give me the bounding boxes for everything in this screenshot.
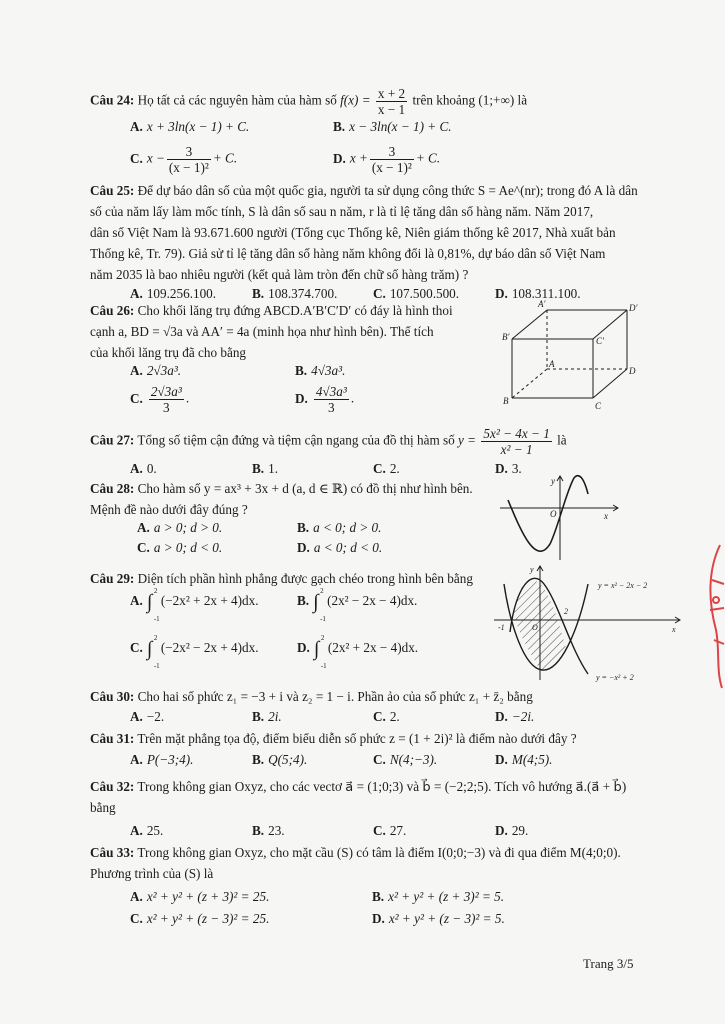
svg-text:C′: C′ <box>596 336 604 346</box>
q27-option-b: B. 1. <box>252 461 278 476</box>
q32-option-b: B. 23. <box>252 823 285 838</box>
q32-option-a: A. 25. <box>130 823 164 838</box>
svg-text:x: x <box>672 625 676 634</box>
svg-text:-1: -1 <box>498 623 505 632</box>
question-31: Câu 31: Trên mặt phẳng tọa độ, điểm biểu diễn số phức z = (1 + 2i)² là điểm nào dưới đây ? <box>90 731 577 746</box>
svg-text:A′: A′ <box>538 299 546 309</box>
q24-option-d: D. x + $\frac{3}{\text{(x − 1)²}}$ + C. <box>333 144 441 175</box>
q29-option-b: B. ∫ 2 -1 (2x² − 2x − 4)dx. <box>297 587 418 623</box>
q24-fraction: $\frac{x + 2}{x - 1}$ <box>377 86 406 117</box>
svg-text:A: A <box>549 359 555 369</box>
svg-text:O: O <box>550 509 557 519</box>
svg-text:D′: D′ <box>629 303 638 313</box>
q33-option-a: A. x² + y² + (z + 3)² = 25. <box>130 889 270 904</box>
question-33: Câu 33: Trong không gian Oxyz, cho mặt cầu (S) có tâm là điểm I(0;0;−3) và đi qua điểm M(4;0;0). Phương trình của (S) là <box>90 845 621 881</box>
q32-option-d: D. 29. <box>495 823 529 838</box>
question-32: Câu 32: Trong không gian Oxyz, cho các vectơ a⃗ = (1;0;3) và b⃗ = (−2;2;5). Tích vô hướng a⃗.(a⃗ + b⃗) bằng <box>90 779 627 815</box>
q31-option-b: B. Q(5;4). <box>252 752 308 767</box>
svg-text:y: y <box>530 565 534 574</box>
prism-figure <box>500 298 645 416</box>
q33-option-c: C. x² + y² + (z − 3)² = 25. <box>130 911 270 926</box>
cubic-graph-figure <box>500 474 620 562</box>
q28-option-b: B. a < 0; d > 0. <box>297 520 382 535</box>
q29-option-a: A. ∫ 2 -1 (−2x² + 2x + 4)dx. <box>130 587 259 623</box>
q26-option-c: C. $\frac{\text{2√3a³}}{3}$ . <box>130 384 190 415</box>
question-30: Câu 30: Cho hai số phức z₁ = −3 + i và z₂ = 1 − i. Phần ảo của số phức z₁ + z̄₂ bằng <box>90 689 533 704</box>
shaded-area-figure <box>488 562 688 684</box>
page-number: Trang 3/5 <box>583 956 634 971</box>
red-stamp-icon <box>702 540 725 690</box>
question-28: Câu 28: Cho hàm số y = ax³ + 3x + d (a, d ∈ ℝ) có đồ thị như hình bên. Mệnh đề nào dưới đây đúng ? <box>90 481 473 517</box>
question-29: Câu 29: Diện tích phần hình phẳng được gạch chéo trong hình bên bằng <box>90 571 473 586</box>
svg-text:2: 2 <box>564 607 568 616</box>
q30-option-d: D. −2i. <box>495 709 535 724</box>
q24-option-c: C. x − $\frac{3}{\text{(x − 1)²}}$ + C. <box>130 144 238 175</box>
question-24: Câu 24: Họ tất cả các nguyên hàm của hàm số f(x) = $\frac{x + 2}{x - 1}$ trên khoảng (1;+∞) là <box>90 86 528 117</box>
q28-option-a: A. a > 0; d > 0. <box>137 520 223 535</box>
svg-text:O: O <box>532 623 538 632</box>
svg-text:y: y <box>551 476 555 486</box>
svg-text:B′: B′ <box>502 332 510 342</box>
q25-option-d: D. 108.311.100. <box>495 286 581 301</box>
q27-option-d: D. 3. <box>495 461 522 476</box>
q32-option-c: C. 27. <box>373 823 407 838</box>
q24-option-b: B. x − 3ln(x − 1) + C. <box>333 119 452 134</box>
q25-option-a: A. 109.256.100. <box>130 286 217 301</box>
q33-option-b: B. x² + y² + (z + 3)² = 5. <box>372 889 505 904</box>
q30-option-b: B. 2i. <box>252 709 282 724</box>
q28-option-d: D. a < 0; d < 0. <box>297 540 383 555</box>
svg-text:y = x² − 2x − 2: y = x² − 2x − 2 <box>598 581 648 590</box>
q26-option-b: B. 4√3a³. <box>295 363 346 378</box>
svg-text:x: x <box>604 511 608 521</box>
question-26: Câu 26: Cho khối lăng trụ đứng ABCD.A′B′C′D′ có đáy là hình thoi cạnh a, BD = √3a và AA′ = 4a (minh họa như hình bên). Thể tích của khối lăng trụ đã cho bằng <box>90 303 453 360</box>
q30-option-c: C. 2. <box>373 709 400 724</box>
question-27: Câu 27: Tổng số tiệm cận đứng và tiệm cận ngang của đồ thị hàm số y = $\frac{\text{5x² − 4x − 1}}{\text{x² − 1}}$ là <box>90 426 567 457</box>
q27-option-c: C. 2. <box>373 461 400 476</box>
svg-text:B: B <box>503 396 509 406</box>
question-25: Câu 25: Để dự báo dân số của một quốc gia, người ta sử dụng công thức S = Ae^(nr); trong đó A là dân số của năm lấy làm mốc tính, S là dân số sau n năm, r là tỉ lệ tăng dân số hàng năm. Năm 2017, dân số Việt Nam là 93.671.600 người (Tổng cục Thống kê, Niên giám thống kê 2017, Nhà xuất bản Thống kê, Tr. 79). Giả sử tỉ lệ tăng dân số hàng năm không đổi là 0,81%, dự báo dân số Việt Nam năm 2035 là bao nhiêu người (kết quả làm tròn đến chữ số hàng trăm) ? <box>90 183 638 282</box>
q30-option-a: A. −2. <box>130 709 165 724</box>
svg-text:y = −x² + 2: y = −x² + 2 <box>596 673 634 682</box>
q24-option-a: A. x + 3ln(x − 1) + C. <box>130 119 250 134</box>
q31-option-c: C. N(4;−3). <box>373 752 438 767</box>
svg-text:D: D <box>629 366 636 376</box>
svg-text:C: C <box>595 401 602 411</box>
q29-option-d: D. ∫ 2 -1 (2x² + 2x − 4)dx. <box>297 634 419 670</box>
q31-option-a: A. P(−3;4). <box>130 752 194 767</box>
q28-option-c: C. a > 0; d < 0. <box>137 540 223 555</box>
q29-option-c: C. ∫ 2 -1 (−2x² − 2x + 4)dx. <box>130 634 259 670</box>
q27-option-a: A. 0. <box>130 461 157 476</box>
q26-option-a: A. 2√3a³. <box>130 363 182 378</box>
q25-option-c: C. 107.500.500. <box>373 286 460 301</box>
q33-option-d: D. x² + y² + (z − 3)² = 5. <box>372 911 505 926</box>
q31-option-d: D. M(4;5). <box>495 752 553 767</box>
q26-option-d: D. $\frac{\text{4√3a³}}{3}$ . <box>295 384 355 415</box>
q25-option-b: B. 108.374.700. <box>252 286 338 301</box>
